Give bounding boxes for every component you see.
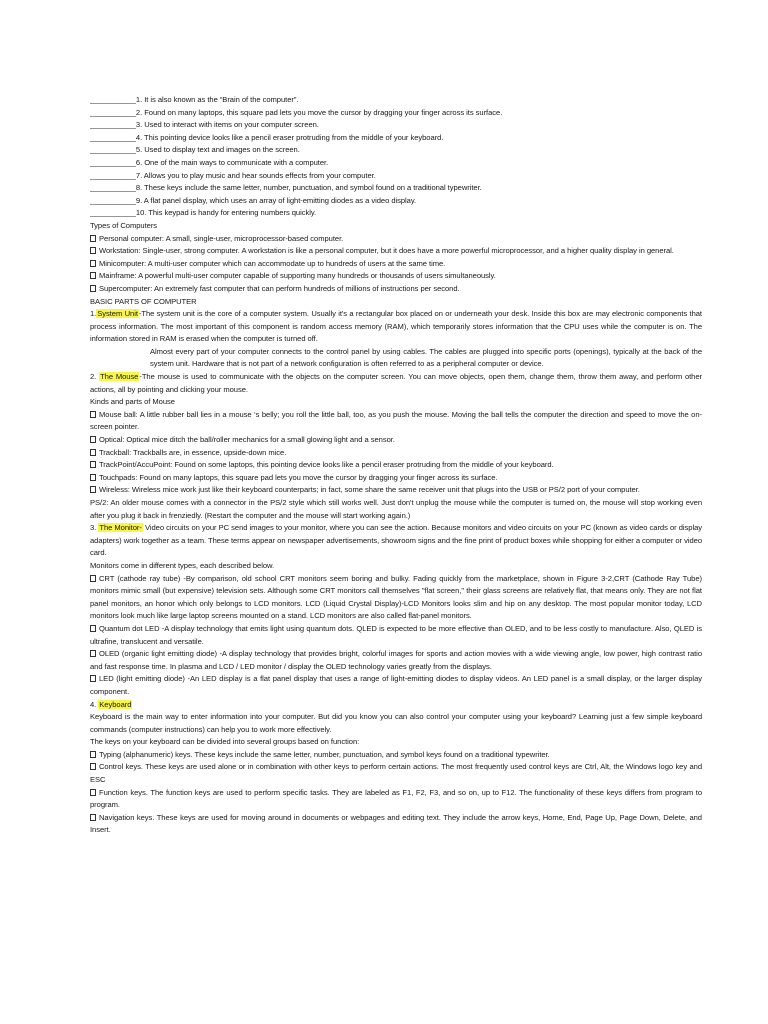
list-item: Supercomputer: An extremely fast computer that can perform hundreds of millions of instructions per second. bbox=[90, 283, 702, 296]
checkbox-glyph-icon bbox=[90, 461, 96, 468]
checkbox-glyph-icon bbox=[90, 235, 96, 242]
checkbox-glyph-icon bbox=[90, 247, 96, 254]
checkbox-glyph-icon bbox=[90, 814, 96, 821]
checkbox-glyph-icon bbox=[90, 474, 96, 481]
checkbox-glyph-icon bbox=[90, 486, 96, 493]
system-unit-paragraph: 1.System Unit-The system unit is the core of a computer system. Usually it's a rectangular box placed on or underneath your desk. Inside this box are may electronic components that process information. The most important of this component is random access memory (RAM), which temporarily stores information that the CPU uses while the computer is on. The information stored in RAM is erased when the computer is turned off. bbox=[90, 309, 702, 344]
list-item: Trackball: Trackballs are, in essence, upside-down mice. bbox=[90, 447, 702, 460]
list-item: Minicomputer: A multi-user computer which can accommodate up to hundreds of users at the same time. bbox=[90, 258, 702, 271]
checkbox-glyph-icon bbox=[90, 789, 96, 796]
highlighted-term: System Unit bbox=[97, 309, 138, 319]
list-item: Touchpads: Found on many laptops, this square pad lets you move the cursor by dragging your finger across its surface. bbox=[90, 472, 702, 485]
list-item: Mouse ball: A little rubber ball lies in a mouse ‘s belly; you roll the little ball, too, as you push the mouse. Moving the ball tells the computer the direction and speed to move the on-screen pointer. bbox=[90, 409, 702, 432]
quiz-item: ___________5. Used to display text and images on the screen. bbox=[90, 145, 300, 155]
quiz-item: ___________10. This keypad is handy for entering numbers quickly. bbox=[90, 208, 317, 218]
paragraph: Almost every part of your computer connects to the control panel by using cables. The cables are plugged into specific ports (openings), typically at the back of the system unit. Hardware that is not part of a network configuration is often referred to as a peripheral computer or device. bbox=[150, 346, 702, 369]
checkbox-glyph-icon bbox=[90, 260, 96, 267]
highlighted-term: Keyboard bbox=[99, 699, 132, 709]
document-page bbox=[90, 94, 702, 837]
list-item: Navigation keys. These keys are used for moving around in documents or webpages and editing text. They include the arrow keys, Home, End, Page Up, Page Down, Delete, and Insert. bbox=[90, 812, 702, 835]
checkbox-glyph-icon bbox=[90, 650, 96, 657]
checkbox-glyph-icon bbox=[90, 675, 96, 682]
list-item: Personal computer: A small, single-user, microprocessor-based computer. bbox=[90, 233, 702, 246]
checkbox-glyph-icon bbox=[90, 285, 96, 292]
checkbox-glyph-icon bbox=[90, 625, 96, 632]
checkbox-glyph-icon bbox=[90, 575, 96, 582]
checkbox-glyph-icon bbox=[90, 763, 96, 770]
list-item: Mainframe: A powerful multi-user computer capable of supporting many hundreds or thousands of users simultaneously. bbox=[90, 270, 702, 283]
subheading: Monitors come in different types, each described below. bbox=[90, 560, 275, 570]
subheading: Kinds and parts of Mouse bbox=[90, 397, 175, 407]
quiz-item: ___________6. One of the main ways to communicate with a computer. bbox=[90, 157, 329, 167]
list-item: TrackPoint/AccuPoint: Found on some laptops, this pointing device looks like a pencil eraser protruding from the middle of your keyboard. bbox=[90, 459, 702, 472]
list-item: Control keys. These keys are used alone or in combination with other keys to perform certain actions. The most frequently used control keys are Ctrl, Alt, the Windows logo key and ESC bbox=[90, 762, 702, 785]
list-item: Wireless: Wireless mice work just like their keyboard counterparts; in fact, some share the same receiver unit that plugs into the USB or PS/2 port of your computer. bbox=[90, 484, 702, 497]
quiz-item: ___________2. Found on many laptops, this square pad lets you move the cursor by dragging your finger across its surface. bbox=[90, 107, 503, 117]
quiz-item: ___________3. Used to interact with items on your computer screen. bbox=[90, 120, 319, 130]
types-section bbox=[90, 220, 702, 296]
list-item: Function keys. The function keys are used to perform specific tasks. They are labeled as F1, F2, F3, and so on, up to F12. The functionality of these keys differs from program to program. bbox=[90, 787, 702, 810]
checkbox-glyph-icon bbox=[90, 272, 96, 279]
list-item: OLED (organic light emitting diode) -A display technology that provides bright, colorful images for sports and action movies with a wide viewing angle, low power, high contrast ratio and fast response time. In plasma and LCD / LED monitor / display the OLED technology varies greatly from the displays. bbox=[90, 649, 702, 671]
list-item: Typing (alphanumeric) keys. These keys include the same letter, number, punctuation, and symbol keys found on a traditional typewriter. bbox=[90, 749, 702, 762]
quiz-section bbox=[90, 94, 702, 220]
quiz-item: ___________4. This pointing device looks like a pencil eraser protruding from the middle of your keyboard. bbox=[90, 132, 444, 142]
basic-parts-section bbox=[90, 296, 702, 838]
list-item: Optical: Optical mice ditch the ball/roller mechanics for a small glowing light and a sensor. bbox=[90, 434, 702, 447]
quiz-item: ___________9. A flat panel display, which uses an array of light-emitting diodes as a video display. bbox=[90, 195, 417, 205]
checkbox-glyph-icon bbox=[90, 751, 96, 758]
monitor-paragraph: 3. The Monitor- Video circuits on your PC send images to your monitor, where you can see the action. Because monitors and video circuits on your PC (known as video cards or display adapters) work together as a team. These terms appear on newspaper advertisements, showroom signs and the fine print of product boxes while shopping for either a computer or video card. bbox=[90, 523, 702, 558]
section-heading: BASIC PARTS OF COMPUTER bbox=[90, 296, 197, 306]
paragraph: Keyboard is the main way to enter information into your computer. But did you know you can also control your computer using your keyboard? Learning just a few simple keyboard commands (computer instructions) can help you to work more effectively. bbox=[90, 712, 702, 734]
highlighted-term: The Monitor- bbox=[99, 523, 142, 533]
list-item: Workstation: Single-user, strong computer. A workstation is like a personal computer, but it does have a more powerful microprocessor, and a higher quality display in general. bbox=[90, 245, 702, 258]
highlighted-term: The Mouse bbox=[100, 372, 139, 382]
list-item: Quantum dot LED -A display technology that emits light using quantum dots. QLED is expected to be more effective than OLED, and to be less costly to manufacture. Also, QLED is ultrafine, translucent and versatile. bbox=[90, 623, 702, 646]
quiz-item: ___________1. It is also known as the “Brain of the computer”. bbox=[90, 95, 299, 104]
quiz-item: ___________7. Allows you to play music and hear sounds effects from your computer. bbox=[90, 170, 376, 180]
paragraph: PS/2: An older mouse comes with a connector in the PS/2 style which still works well. Just don't unplug the mouse while the computer is turned on, the mouse will stop working even after you plug it back in frenziedly. (Restart the computer and the mouse will start working again.) bbox=[90, 498, 702, 520]
checkbox-glyph-icon bbox=[90, 411, 96, 418]
checkbox-glyph-icon bbox=[90, 436, 96, 443]
quiz-item: ___________8. These keys include the same letter, number, punctuation, and symbol found on a traditional typewriter. bbox=[90, 183, 482, 193]
list-item: CRT (cathode ray tube) -By comparison, old school CRT monitors seem boring and bulky. Fading quickly from the marketplace, shown in Figure 3-2,CRT (Cathode Ray Tube) monitors mimic small (but expensive) television sets. Although some CRT monitors call themselves "flat screen," their glass screens are relatively flat, that means only. They are not flat panel monitors, an honor which only belongs to LCD monitors. LCD (Liquid Crystal Display)-LCD Monitors looks slim and hip on any desktop. The most popular monitor today, LCD monitors look much like large laptop screens mounted on a stand. LCD monitors are also called flat-panel monitors. bbox=[90, 573, 702, 621]
list-item: LED (light emitting diode) -An LED display is a flat panel display that uses a range of light-emitting diodes to display videos. An LED panel is a small display, or the larger display component. bbox=[90, 674, 702, 696]
mouse-paragraph: 2. The Mouse-The mouse is used to communicate with the objects on the computer screen. You can move objects, open them, change them, throw them away, and perform other actions, all by pointing and clicking your mouse. bbox=[90, 372, 702, 394]
keyboard-heading: 4. Keyboard bbox=[90, 699, 132, 709]
checkbox-glyph-icon bbox=[90, 449, 96, 456]
section-heading: Types of Computers bbox=[90, 220, 158, 230]
paragraph: The keys on your keyboard can be divided into several groups based on function: bbox=[90, 737, 360, 747]
